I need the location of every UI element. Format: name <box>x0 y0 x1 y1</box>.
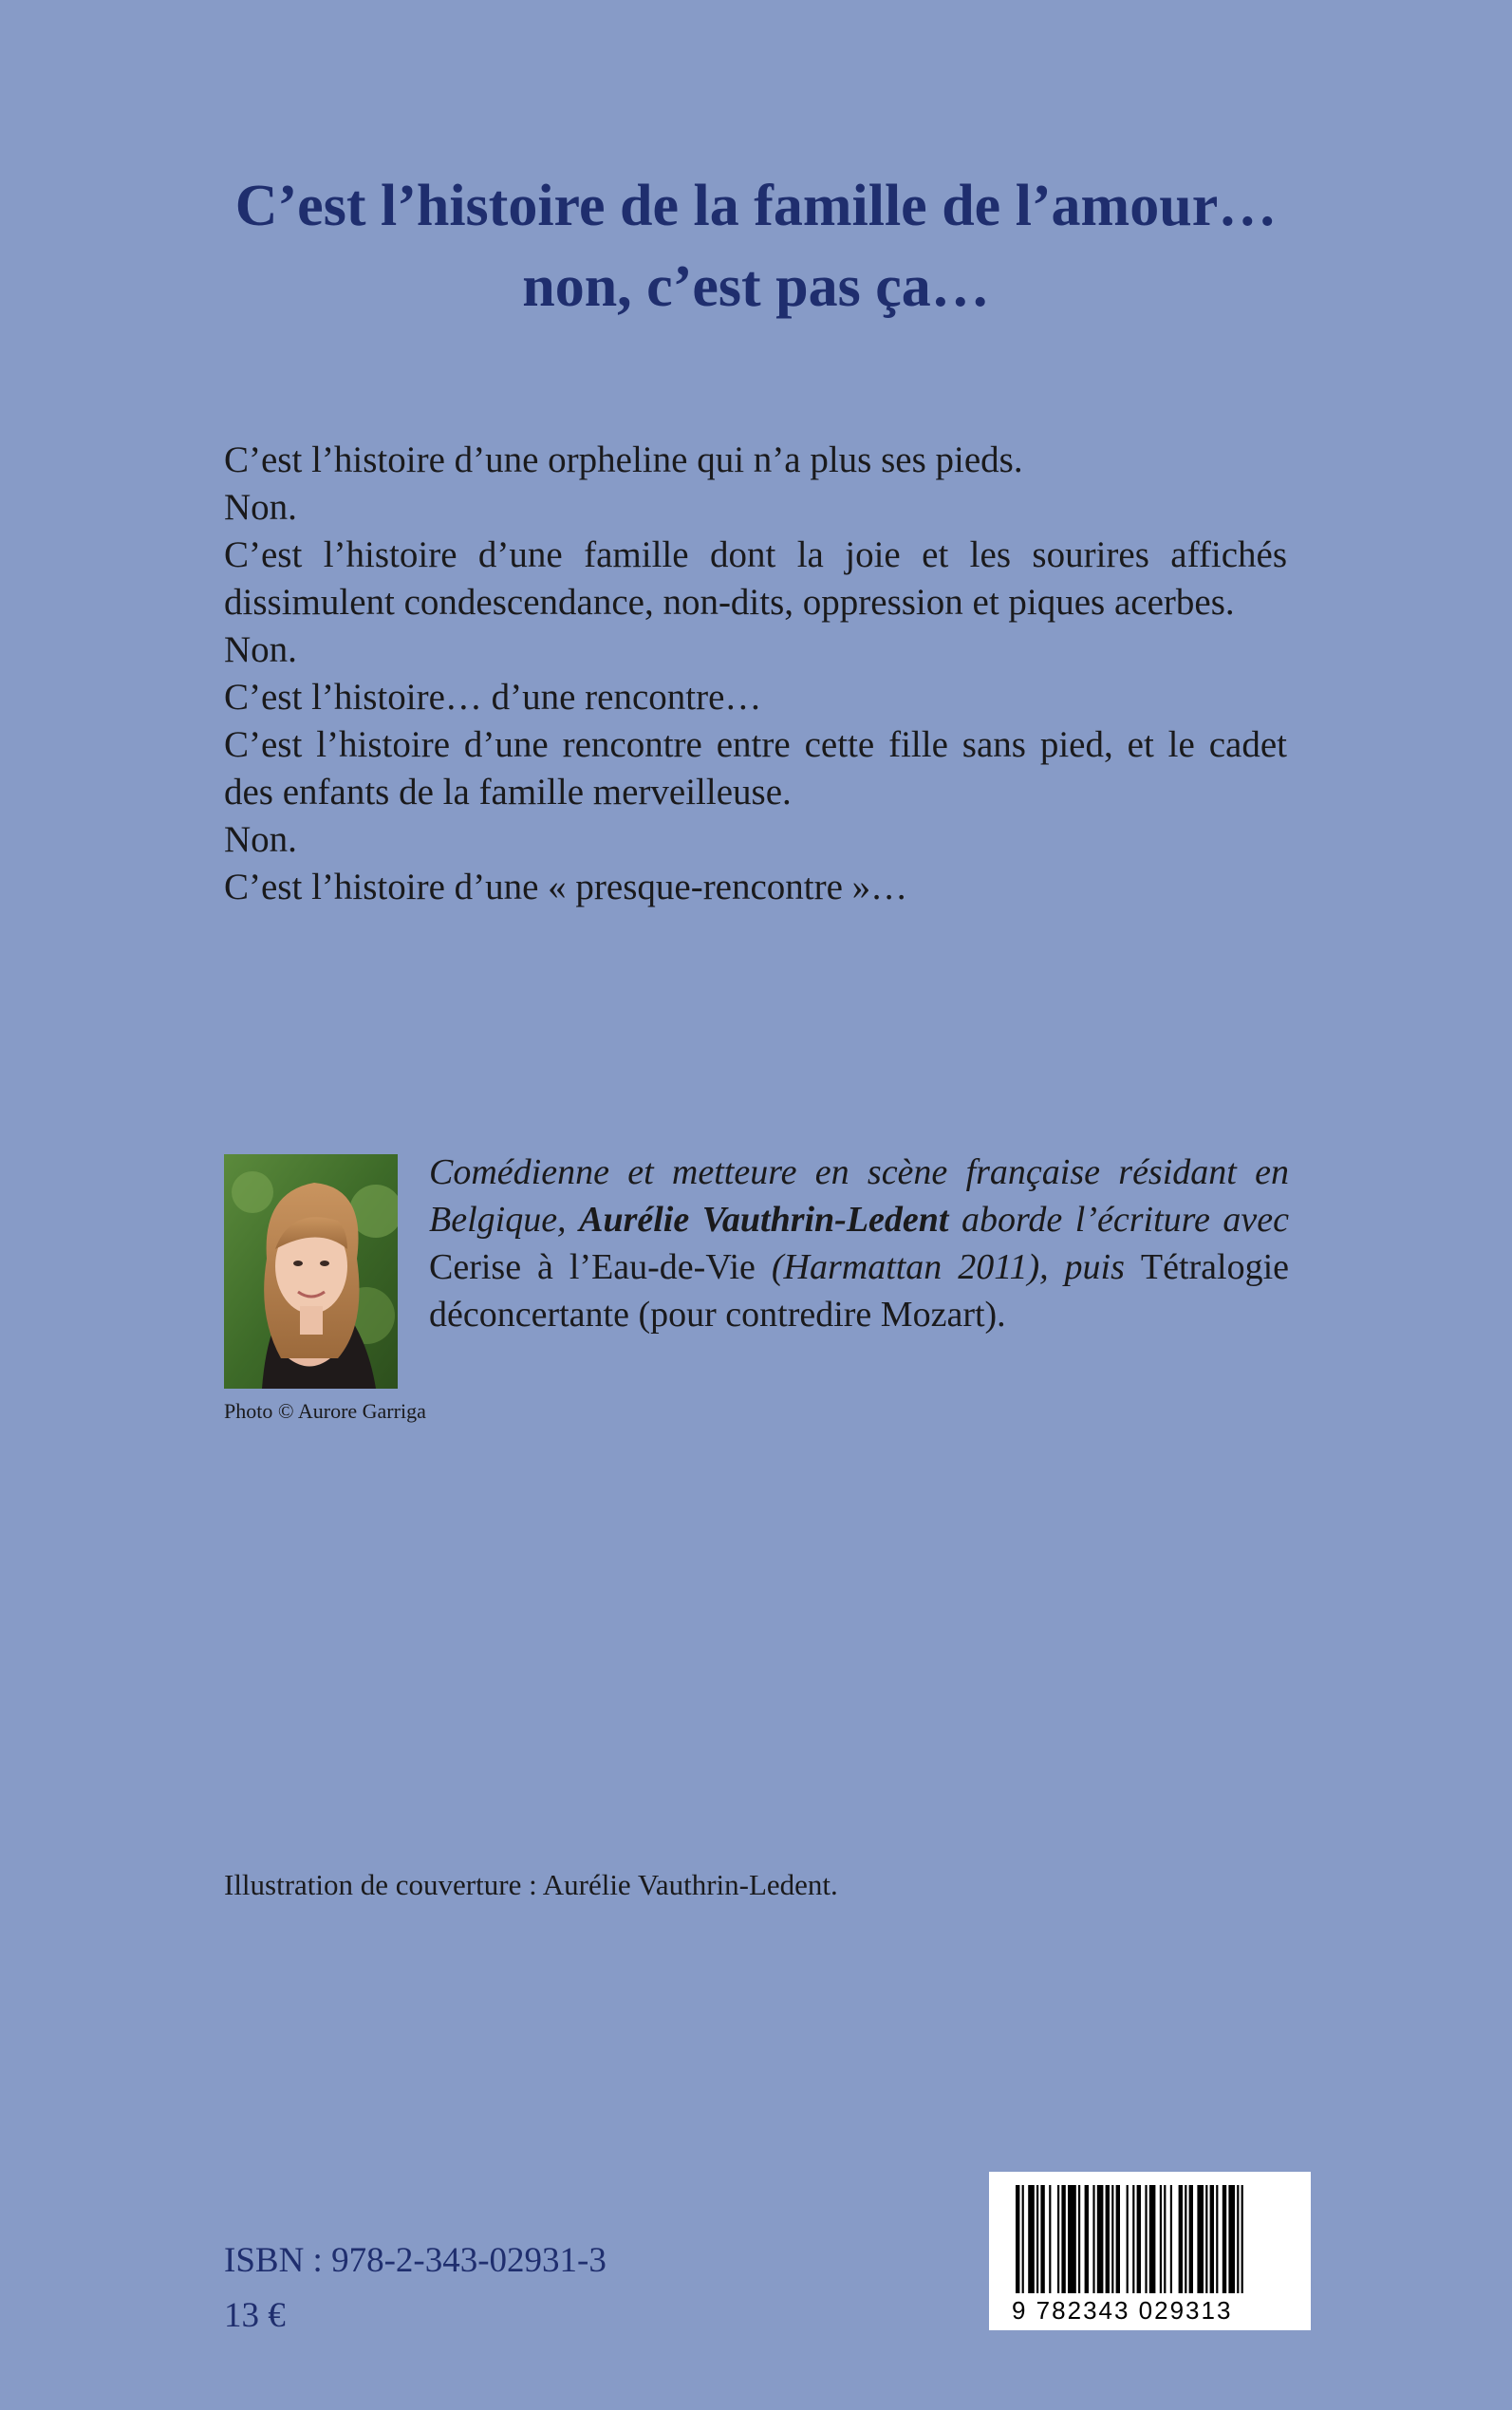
book-title: Tétralogie déconcertante (pour contredire Mozart). <box>429 1247 1289 1335</box>
barcode-bar <box>1068 2185 1076 2293</box>
blurb-line: C’est l’histoire… d’une rencontre… <box>224 677 762 718</box>
title-line-2: non, c’est pas ça… <box>522 254 990 319</box>
blurb-line: C’est l’histoire d’une orpheline qui n’a plus ses pieds. <box>224 439 1023 480</box>
photo-credit: Photo © Aurore Garriga <box>224 1399 426 1423</box>
barcode-bar <box>1092 2185 1094 2293</box>
barcode-bar <box>1241 2185 1243 2293</box>
author-portrait-image <box>224 1154 398 1389</box>
price: 13 € <box>224 2296 286 2335</box>
cover-title <box>0 166 1512 327</box>
barcode-digits: 9 782343 029313 <box>1012 2296 1233 2325</box>
barcode-bar <box>1189 2185 1193 2293</box>
author-photo <box>224 1154 398 1389</box>
author-bio <box>429 1149 1289 1338</box>
barcode-bar <box>1145 2185 1147 2293</box>
barcode-bar <box>1185 2185 1186 2293</box>
barcode-bar <box>1111 2185 1113 2293</box>
barcode-bar <box>1106 2185 1110 2293</box>
blurb-line: C’est l’histoire d’une famille dont la joie et les sourires affichés dissimulent condescendance, non-dits, oppression et piques acerbes. <box>224 534 1287 623</box>
blurb-line: Non. <box>224 629 297 670</box>
isbn: ISBN : 978-2-343-02931-3 <box>224 2241 607 2280</box>
blurb <box>224 437 1287 911</box>
barcode-bar <box>1210 2185 1214 2293</box>
barcode-bar <box>1036 2185 1038 2293</box>
barcode-bar <box>1137 2185 1141 2293</box>
illustration-credit: Illustration de couverture : Aurélie Vauthrin-Ledent. <box>224 1868 838 1901</box>
barcode-bar <box>1116 2185 1120 2293</box>
barcode-bar <box>1132 2185 1134 2293</box>
barcode-bar <box>1097 2185 1104 2293</box>
barcode-bar <box>1022 2185 1024 2293</box>
blurb-line: C’est l’histoire d’une « presque-rencontre »… <box>224 867 908 907</box>
barcode-bar <box>1205 2185 1207 2293</box>
barcode-bar <box>1216 2185 1218 2293</box>
barcode-bar <box>1016 2185 1019 2293</box>
barcode-bar <box>1028 2185 1035 2293</box>
barcode-bar <box>1179 2185 1183 2293</box>
blurb-line: C’est l’histoire d’une rencontre entre cette fille sans pied, et le cadet des enfants de la famille merveilleuse. <box>224 724 1287 813</box>
barcode-bar <box>1228 2185 1235 2293</box>
barcode-bar <box>1078 2185 1080 2293</box>
author-name: Aurélie Vauthrin-Ledent <box>579 1200 949 1240</box>
barcode-bars <box>989 2172 1311 2300</box>
barcode-bar <box>1170 2185 1172 2293</box>
barcode-bar <box>1160 2185 1162 2293</box>
barcode-bar <box>1223 2185 1226 2293</box>
barcode-bar <box>1049 2185 1051 2293</box>
barcode-bar <box>1237 2185 1239 2293</box>
barcode-bar <box>1149 2185 1156 2293</box>
title-line-1: C’est l’histoire de la famille de l’amour… <box>234 174 1278 238</box>
barcode-bar <box>1164 2185 1166 2293</box>
book-title: Cerise à l’Eau-de-Vie <box>429 1247 756 1287</box>
barcode-bar <box>1127 2185 1129 2293</box>
barcode <box>989 2172 1311 2330</box>
barcode-bar <box>1197 2185 1204 2293</box>
barcode-bar <box>1040 2185 1044 2293</box>
barcode-bar <box>1085 2185 1089 2293</box>
blurb-line: Non. <box>224 487 297 528</box>
bio-text: Comédienne et metteure en scène française résidant en Belgique, <box>429 1152 1289 1240</box>
barcode-bar <box>1061 2185 1065 2293</box>
bio-text: (Harmattan 2011), puis <box>755 1247 1141 1287</box>
barcode-bar <box>1057 2185 1059 2293</box>
blurb-line: Non. <box>224 819 297 860</box>
bio-text: aborde l’écriture avec <box>948 1200 1289 1240</box>
